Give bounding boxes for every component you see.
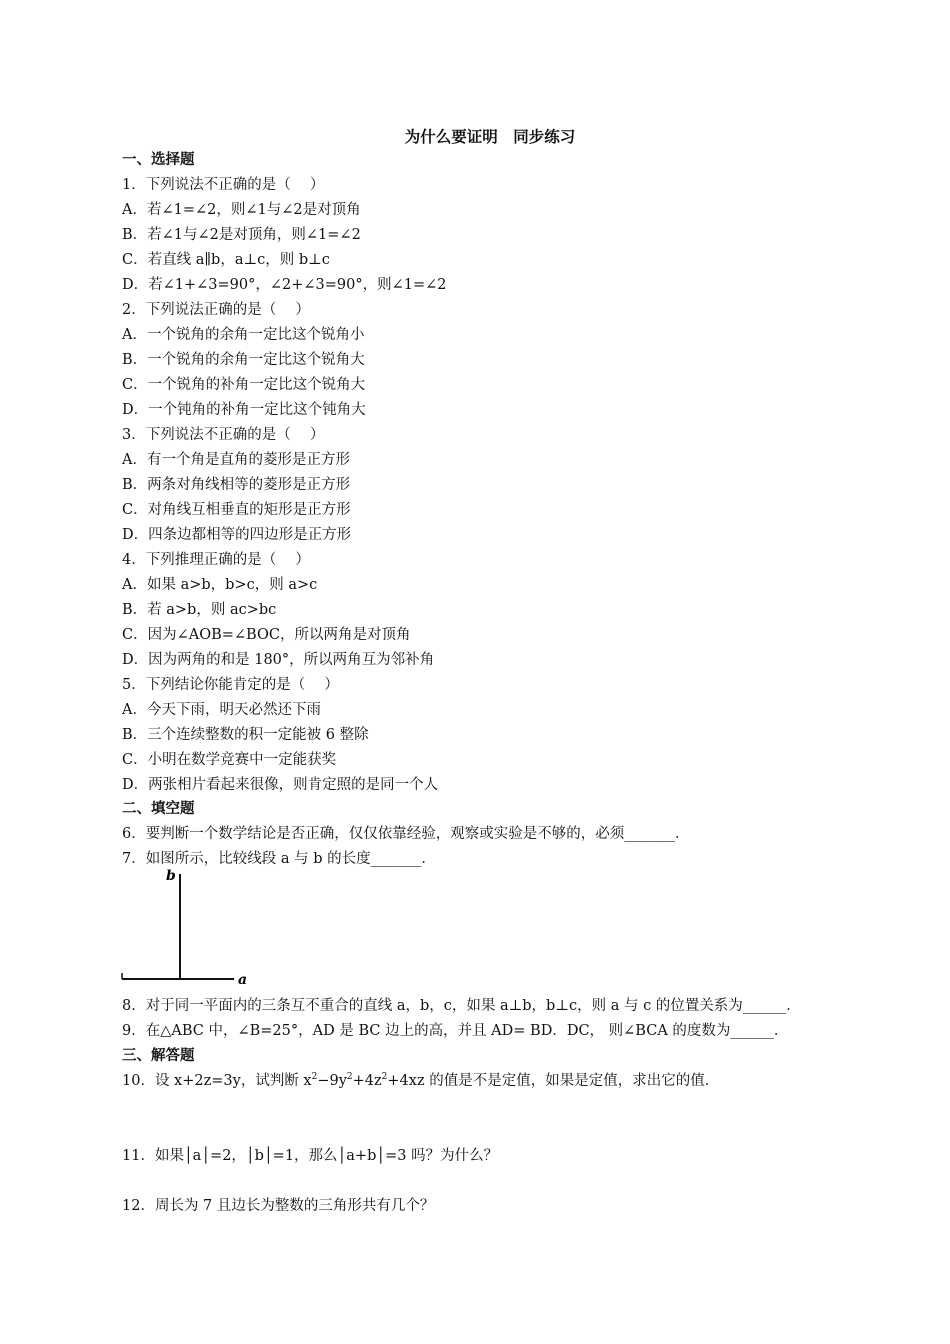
question-1-stem: 1．下列说法不正确的是（ ）	[122, 177, 325, 193]
question-4-option-c: C．因为∠AOB=∠BOC，所以两角是对顶角	[122, 627, 411, 643]
question-5-stem: 5．下列结论你能肯定的是（ ）	[122, 677, 339, 693]
question-4-stem: 4．下列推理正确的是（ ）	[122, 552, 310, 568]
segment-figure	[118, 866, 258, 990]
section-heading-choice: 一、选择题	[122, 152, 195, 168]
question-4-option-a: A．如果 a>b，b>c，则 a>c	[122, 577, 318, 593]
question-5-option-d: D．两张相片看起来很像，则肯定照的是同一个人	[122, 777, 439, 793]
question-2-stem: 2．下列说法正确的是（ ）	[122, 302, 310, 318]
question-10-part-2: −9y	[317, 1073, 347, 1089]
question-12: 12．周长为 7 且边长为整数的三角形共有几个？	[122, 1198, 435, 1214]
question-3-option-b: B．两条对角线相等的菱形是正方形	[122, 477, 351, 493]
question-5-option-a: A．今天下雨，明天必然还下雨	[122, 702, 321, 718]
question-8: 8．对于同一平面内的三条互不重合的直线 a，b，c，如果 a⊥b，b⊥c，则 a 与 c 的位置关系为______．	[122, 998, 801, 1014]
question-1-option-d: D．若∠1+∠3=90°，∠2+∠3=90°，则∠1=∠2	[122, 277, 447, 293]
question-3-stem: 3．下列说法不正确的是（ ）	[122, 427, 325, 443]
question-10-part-3: +4z	[352, 1073, 382, 1089]
question-3-option-d: D．四条边都相等的四边形是正方形	[122, 527, 352, 543]
section-heading-fill-blank: 二、填空题	[122, 801, 195, 817]
question-5-option-c: C．小明在数学竞赛中一定能获奖	[122, 752, 337, 768]
exponent-3: 2	[381, 1072, 388, 1083]
question-3-option-a: A．有一个角是直角的菱形是正方形	[122, 452, 350, 468]
label-b: b	[166, 868, 176, 884]
question-5-option-b: B．三个连续整数的积一定能被 6 整除	[122, 727, 369, 743]
label-a: a	[238, 972, 248, 988]
question-9: 9．在△ABC 中，∠B=25°，AD 是 BC 边上的高，并且 AD= BD．DC， 则∠BCA 的度数为______．	[122, 1023, 789, 1039]
section-heading-solve: 三、解答题	[122, 1048, 195, 1064]
question-11: 11．如果│a│=2，│b│=1，那么│a+b│=3 吗？为什么？	[122, 1148, 499, 1164]
question-1-option-c: C．若直线 a∥b，a⊥c，则 b⊥c	[122, 252, 330, 268]
page-title: 为什么要证明 同步练习	[404, 128, 576, 146]
question-3-option-c: C．对角线互相垂直的矩形是正方形	[122, 502, 351, 518]
question-2-option-a: A．一个锐角的余角一定比这个锐角小	[122, 327, 365, 343]
question-4-option-d: D．因为两角的和是 180°，所以两角互为邻补角	[122, 652, 435, 668]
question-7: 7．如图所示，比较线段 a 与 b 的长度_______．	[122, 851, 436, 867]
question-2-option-b: B．一个锐角的余角一定比这个锐角大	[122, 352, 365, 368]
exponent-1: 2	[311, 1072, 318, 1083]
question-1-option-b: B．若∠1与∠2是对顶角，则∠1=∠2	[122, 227, 361, 243]
question-10-part-1: 10．设 x+2z=3y，试判断 x	[122, 1073, 312, 1089]
question-2-option-c: C．一个锐角的补角一定比这个锐角大	[122, 377, 366, 393]
exponent-2: 2	[346, 1072, 353, 1083]
question-4-option-b: B．若 a>b，则 ac>bc	[122, 602, 277, 618]
question-10	[122, 1071, 719, 1091]
question-10-part-4: +4xz 的值是不是定值，如果是定值，求出它的值．	[387, 1073, 720, 1089]
question-6: 6．要判断一个数学结论是否正确，仅仅依靠经验，观察或实验是不够的，必须_______．	[122, 826, 690, 842]
question-2-option-d: D．一个钝角的补角一定比这个钝角大	[122, 402, 366, 418]
question-1-option-a: A．若∠1=∠2，则∠1与∠2是对顶角	[122, 202, 361, 218]
